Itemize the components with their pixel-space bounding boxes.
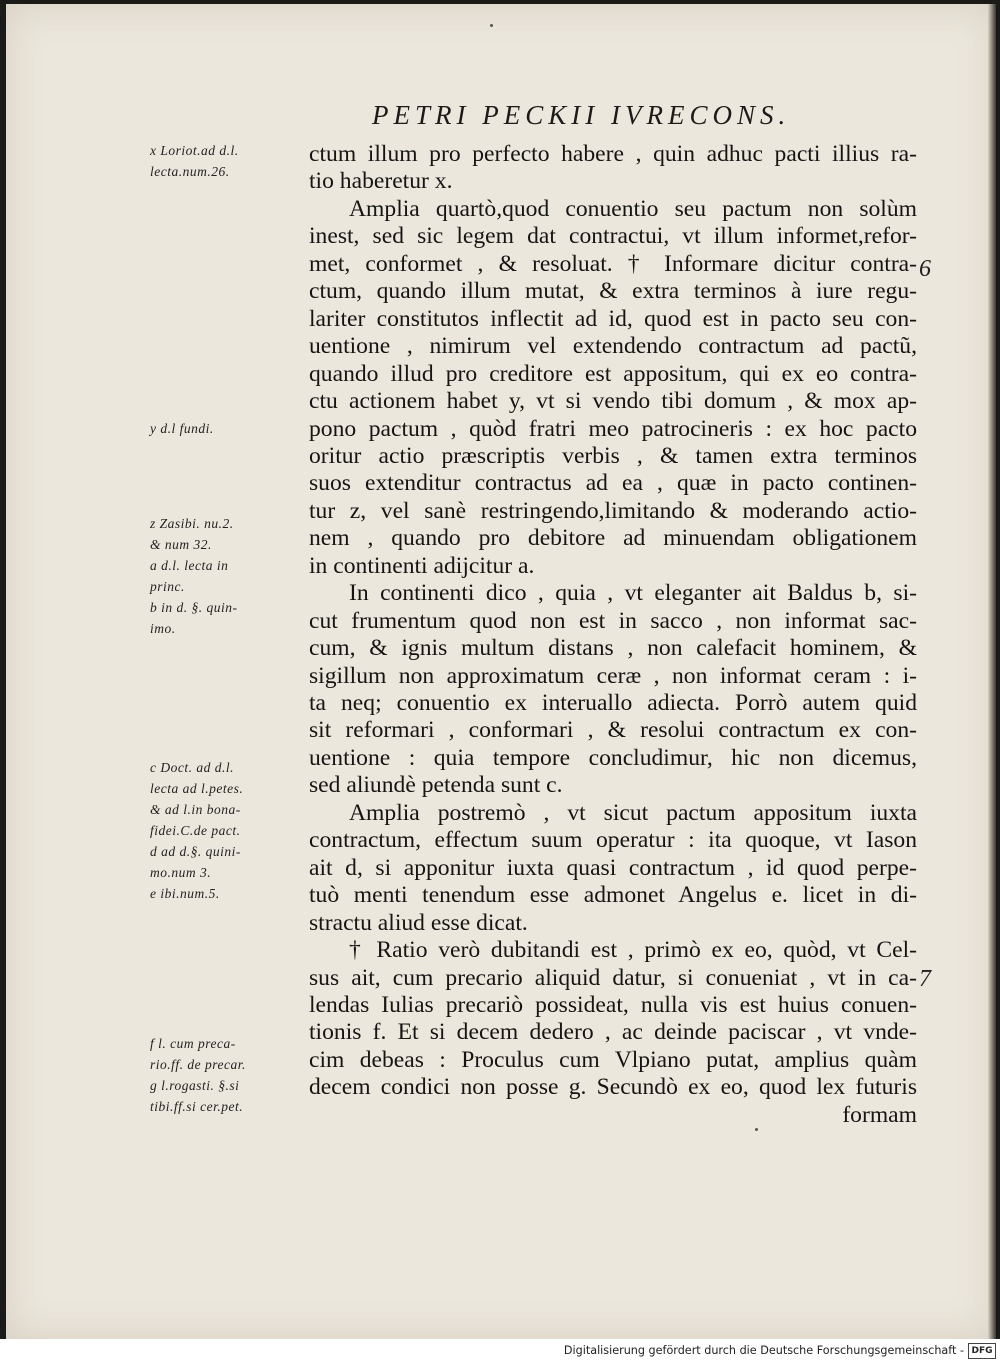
side-number-7: 7: [919, 966, 931, 992]
margin-note-line: f l. cum preca-: [150, 1036, 236, 1051]
body-line: oritur actio præscriptis verbis , & tamen extra terminos: [309, 442, 917, 469]
margin-note-line: d ad d.§. quini-: [150, 844, 241, 859]
margin-note-line: b in d. §. quin-: [150, 600, 238, 615]
margin-note-f: [150, 1033, 302, 1117]
body-line: nem , quando pro debitore ad minuendam obligationem: [309, 525, 917, 552]
margin-note-line: y d.l fundi.: [150, 421, 214, 436]
footer-credit: Digitalisierung gefördert durch die Deutsche Forschungsgemeinschaft -: [563, 1344, 964, 1357]
margin-note-line: c Doct. ad d.l.: [150, 760, 234, 775]
body-line: Amplia postremò , vt sicut pactum appositum iuxta: [349, 799, 917, 826]
body-line: met, conformet , & resoluat. † Informare dicitur contra-: [309, 250, 917, 277]
margin-note-line: g l.rogasti. §.si: [150, 1078, 240, 1093]
margin-note-line: & num 32.: [150, 537, 212, 552]
margin-note-line: x Loriot.ad d.l.: [150, 143, 239, 158]
body-line: ait d, si apponitur iuxta quasi contractum , id quod perpe-: [309, 854, 917, 881]
body-line: uentione , nimirum vel extendendo contractum ad pactũ,: [309, 333, 917, 360]
margin-note-line: rio.ff. de precar.: [150, 1057, 246, 1072]
body-line: inest, sed sic legem dat contractui, vt illum informet,refor-: [309, 223, 917, 250]
body-line: quando illud pro creditore est appositum, qui ex eo contra-: [309, 360, 917, 387]
margin-note-line: fidei.C.de pact.: [150, 823, 241, 838]
page-speck: [755, 1128, 758, 1131]
body-line: ta neq; conuentio ex interuallo adiecta. Porrò autem quid: [309, 690, 917, 716]
body-line: tur z, vel sanè restringendo,limitando & moderando actio-: [309, 497, 917, 524]
margin-note-line: princ.: [150, 579, 185, 594]
body-line: cut frumentum quod non est in sacco , non informat sac-: [309, 607, 917, 634]
body-line: † Ratio verò dubitandi est , primò ex eo, quòd, vt Cel-: [349, 937, 917, 964]
body-line: in continenti adijcitur a.: [309, 552, 535, 579]
margin-note-line: z Zasibi. nu.2.: [150, 516, 234, 531]
body-line: sit reformari , conformari , & resolui contractum ex con-: [309, 717, 917, 744]
dfg-logo: DFG: [968, 1343, 996, 1359]
body-line: sus ait, cum precario aliquid datur, si conueniat , vt in ca-: [309, 964, 917, 991]
body-line: lendas Iulias precariò possideat, nulla vis est huius conuen-: [309, 991, 917, 1018]
page-speck: [490, 24, 493, 27]
margin-note-line: & ad l.in bona-: [150, 802, 241, 817]
margin-note-line: imo.: [150, 621, 176, 636]
body-line: In continenti dico , quia , vt eleganter ait Baldus b, si-: [349, 580, 917, 607]
body-line: ctu actionem habet y, vt si vendo tibi domum , & mox ap-: [309, 388, 917, 415]
margin-note-line: lecta.num.26.: [150, 164, 230, 179]
margin-note-line: mo.num 3.: [150, 865, 212, 880]
margin-note-c: [150, 757, 302, 904]
margin-note-z: [150, 513, 302, 639]
body-line: cim debeas : Proculus cum Vlpiano putat, amplius quàm: [309, 1046, 917, 1073]
body-line: contractum, effectum suum operatur : ita quoque, vt Iason: [309, 827, 917, 854]
body-line: ctum illum pro perfecto habere , quin adhuc pacti illius ra-: [309, 141, 917, 167]
body-line: pono pactum , quòd fratri meo patrocineris : ex hoc pacto: [309, 415, 917, 442]
margin-note-line: lecta ad l.petes.: [150, 781, 244, 796]
body-line: suos extenditur contractus ad ea , quæ in pacto continen-: [309, 470, 917, 497]
body-line: tuò menti tenendum esse admonet Angelus e. licet in di-: [309, 882, 917, 909]
margin-note-y: [150, 418, 302, 439]
body-line: stractu aliud esse dicat.: [309, 909, 528, 936]
body-line: sigillum non approximatum ceræ , non informat ceram : i-: [309, 662, 917, 689]
margin-note-line: e ibi.num.5.: [150, 886, 220, 901]
margin-note-line: a d.l. lecta in: [150, 558, 229, 573]
body-line: formam: [842, 1101, 917, 1128]
body-line: uentione : quia tempore concludimur, hic non dicemus,: [309, 744, 917, 771]
running-head: PETRI PECKII IVRECONS.: [372, 100, 791, 130]
margin-note-x: [150, 140, 302, 182]
side-number-6: 6: [919, 256, 931, 282]
margin-note-line: tibi.ff.si cer.pet.: [150, 1099, 244, 1114]
body-line: ctum, quando illum mutat, & extra terminos à iure regu-: [309, 278, 917, 305]
body-line: lariter constitutos inflectit ad id, quod est in pacto seu con-: [309, 305, 917, 332]
page-edge: [988, 4, 996, 1339]
body-line: tionis f. Et si decem dedero , ac deinde paciscar , vt vnde-: [309, 1019, 917, 1046]
body-line: decem condici non posse g. Secundò ex eo, quod lex futuris: [309, 1074, 917, 1101]
body-line: sed aliundè petenda sunt c.: [309, 772, 563, 799]
body-line: Amplia quartò,quod conuentio seu pactum non solùm: [349, 195, 917, 222]
body-line: tio haberetur x.: [309, 168, 453, 195]
body-line: cum, & ignis multum distans , non calefacit hominem, &: [309, 635, 917, 662]
